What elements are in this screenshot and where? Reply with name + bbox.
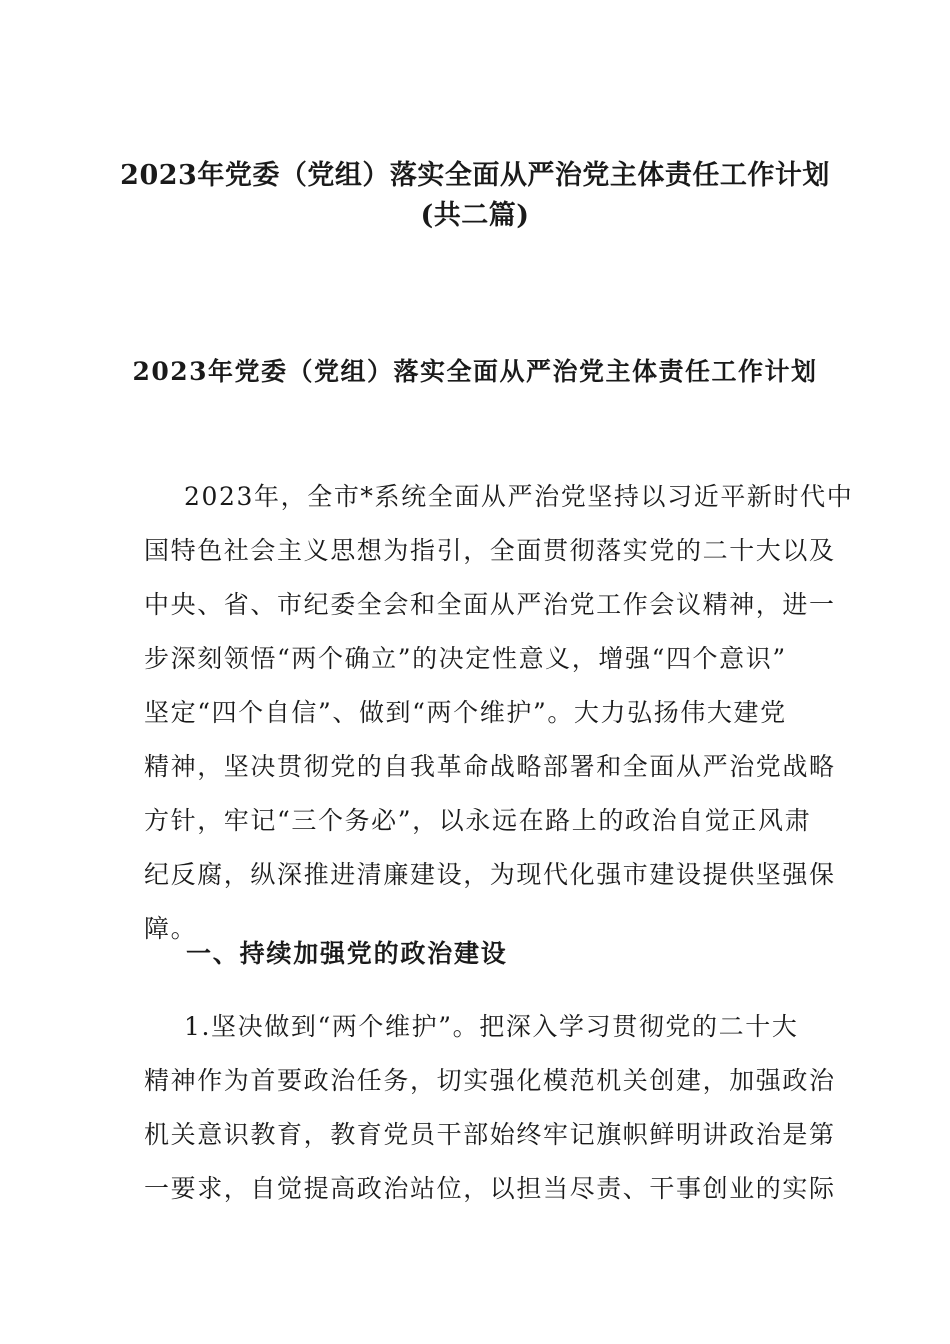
document-subtitle: 2023年党委（党组）落实全面从严治党主体责任工作计划 xyxy=(132,357,818,386)
paragraph-line: 一要求，自觉提高政治站位，以担当尽责、干事创业的实际 xyxy=(144,1174,836,1203)
paragraph-item-1 xyxy=(144,1000,836,1216)
document-title: 2023年党委（党组）落实全面从严治党主体责任工作计划 xyxy=(120,160,830,191)
paragraph-line: 纪反腐，纵深推进清廉建设，为现代化强市建设提供坚强保 xyxy=(144,860,836,889)
paragraph-line: 1.坚决做到“两个维护”。把深入学习贯彻党的二十大 xyxy=(184,1012,799,1041)
paragraph-line: 机关意识教育，教育党员干部始终牢记旗帜鲜明讲政治是第 xyxy=(144,1120,836,1149)
paragraph-line: 障。 xyxy=(144,914,198,943)
section-heading: 一、持续加强党的政治建设 xyxy=(186,939,508,968)
paragraph-line: 精神作为首要政治任务，切实强化模范机关创建，加强政治 xyxy=(144,1066,836,1095)
paragraph-line: 国特色社会主义思想为指引，全面贯彻落实党的二十大以及 xyxy=(144,536,836,565)
paragraph-line: 精神，坚决贯彻党的自我革命战略部署和全面从严治党战略 xyxy=(144,752,836,781)
paragraph-intro xyxy=(144,470,854,956)
paragraph-line: 坚定“四个自信”、做到“两个维护”。大力弘扬伟大建党 xyxy=(144,698,787,727)
paragraph-line: 中央、省、市纪委全会和全面从严治党工作会议精神，进一 xyxy=(144,590,836,619)
paragraph-line: 步深刻领悟“两个确立”的决定性意义，增强“四个意识” xyxy=(144,644,787,673)
paragraph-line: 2023年，全市*系统全面从严治党坚持以习近平新时代中 xyxy=(184,482,854,511)
document-title-suffix: (共二篇) xyxy=(420,200,530,231)
paragraph-line: 方针，牢记“三个务必”，以永远在路上的政治自觉正风肃 xyxy=(144,806,812,835)
